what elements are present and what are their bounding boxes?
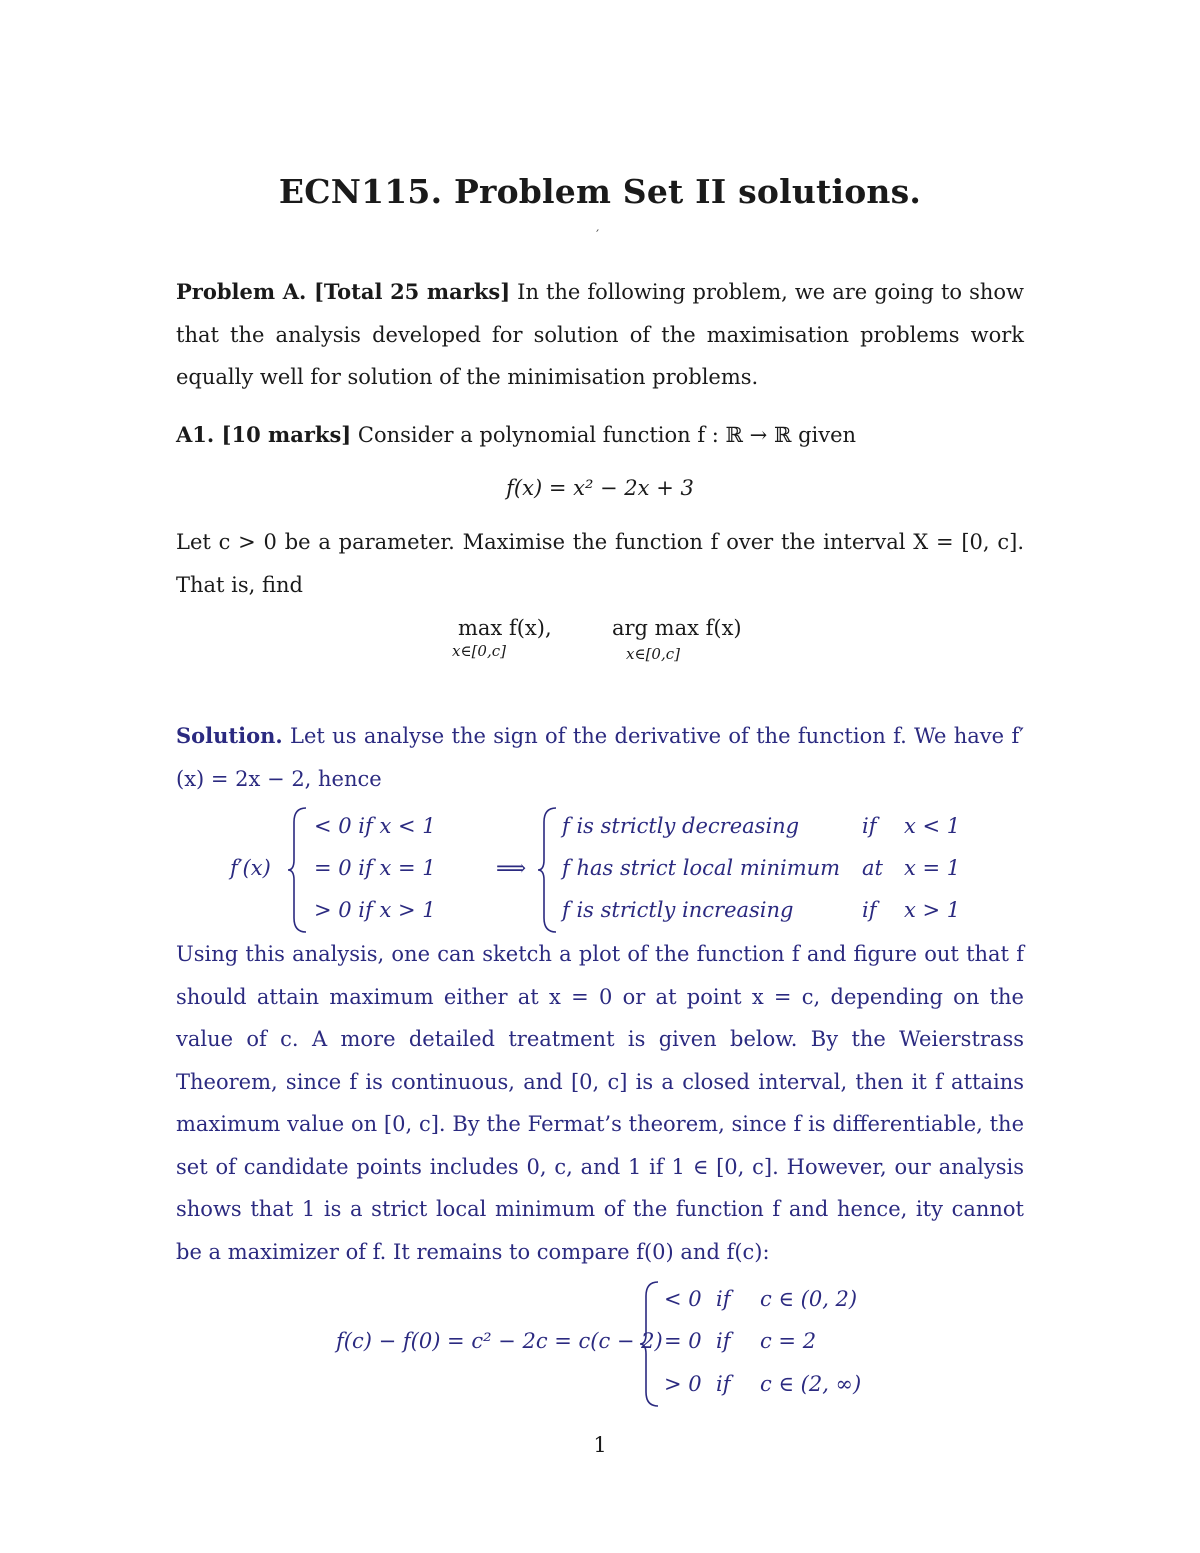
behavior-case-2-desc: f has strict local minimum (562, 856, 841, 880)
solution-label: Solution. (176, 723, 283, 748)
right-brace-icon (536, 806, 560, 934)
behavior-case-1-desc: f is strictly decreasing (562, 814, 800, 838)
diff-case-2-sign: = 0 (664, 1329, 702, 1353)
a1-label: A1. [10 marks] (176, 422, 352, 447)
deriv-case-2: = 0 if x = 1 (314, 856, 436, 880)
argmax-expression: arg max f(x) (612, 616, 742, 640)
diff-case-3-sign: > 0 (664, 1372, 702, 1396)
implies-arrow-icon: ⟹ (496, 856, 527, 880)
deriv-case-3: > 0 if x > 1 (314, 898, 436, 922)
difference-lhs: f(c) − f(0) = c² − 2c = c(c − 2) (336, 1329, 663, 1353)
behavior-case-2-rel: x = 1 (904, 856, 961, 880)
diff-case-1-rel: c ∈ (0, 2) (760, 1287, 858, 1311)
diff-case-2-rel: c = 2 (760, 1329, 817, 1353)
behavior-case-3-cond: if (862, 898, 877, 922)
solution-body: Using this analysis, one can sketch a plot of the function f and figure out that f should attain maximum either at x = 0 or at point x = c, depending on the value of c. A more detailed treatment is given below. By the Weierstrass Theorem, since f is continuous, and [0, c] is a closed interval, then it f attains maximum value on [0, c]. By the Fermat’s theorem, since f is differentiable, the set of candidate points includes 0, c, and 1 if 1 ∈ [0, c]. However, our analysis shows that 1 is a strict local minimum of the function f and hence, ity cannot be a maximizer of f. It remains to compare f(0) and f(c): (176, 942, 1024, 1264)
max-expression: max f(x), (458, 616, 552, 640)
behavior-case-1-rel: x < 1 (904, 814, 961, 838)
deriv-case-1: < 0 if x < 1 (314, 814, 436, 838)
behavior-case-1-cond: if (862, 814, 877, 838)
diff-case-1-cond: if (716, 1287, 731, 1311)
behavior-case-3-rel: x > 1 (904, 898, 961, 922)
max-subscript: x∈[0,c] (452, 642, 506, 660)
diff-case-3-rel: c ∈ (2, ∞) (760, 1372, 862, 1396)
left-brace-icon (286, 806, 310, 934)
function-definition: f(x) = x² − 2x + 3 (506, 476, 694, 500)
behavior-case-2-cond: at (862, 856, 883, 880)
behavior-case-3-desc: f is strictly increasing (562, 898, 794, 922)
diff-case-3-cond: if (716, 1372, 731, 1396)
argmax-subscript: x∈[0,c] (626, 645, 680, 663)
a1-paragraph (176, 414, 1024, 457)
a1-parameter-text: Let c > 0 be a parameter. Maximise the function f over the interval X = [0, c]. That is, find (176, 530, 1024, 597)
solution-intro-text: Let us analyse the sign of the derivative of the function f. We have f′(x) = 2x − 2, hence (176, 724, 1024, 791)
difference-brace-icon (638, 1280, 662, 1408)
derivative-lhs: f′(x) (230, 856, 271, 880)
page-number: 1 (593, 1433, 607, 1457)
diff-case-2-cond: if (716, 1329, 731, 1353)
solution-intro (176, 715, 1024, 800)
page-title: ECN115. Problem Set II solutions. (278, 172, 922, 211)
a1-text: Consider a polynomial function f : ℝ → ℝ given (351, 423, 857, 447)
problem-a-paragraph (176, 271, 1024, 399)
problem-a-label: Problem A. [Total 25 marks] (176, 279, 511, 304)
title-mark: ′ (596, 228, 600, 244)
diff-case-1-sign: < 0 (664, 1287, 702, 1311)
problem-a-text: In the following problem, we are going to show that the analysis developed for solution of the maximisation problems work equally well for solution of the minimisation problems. (176, 280, 1024, 389)
